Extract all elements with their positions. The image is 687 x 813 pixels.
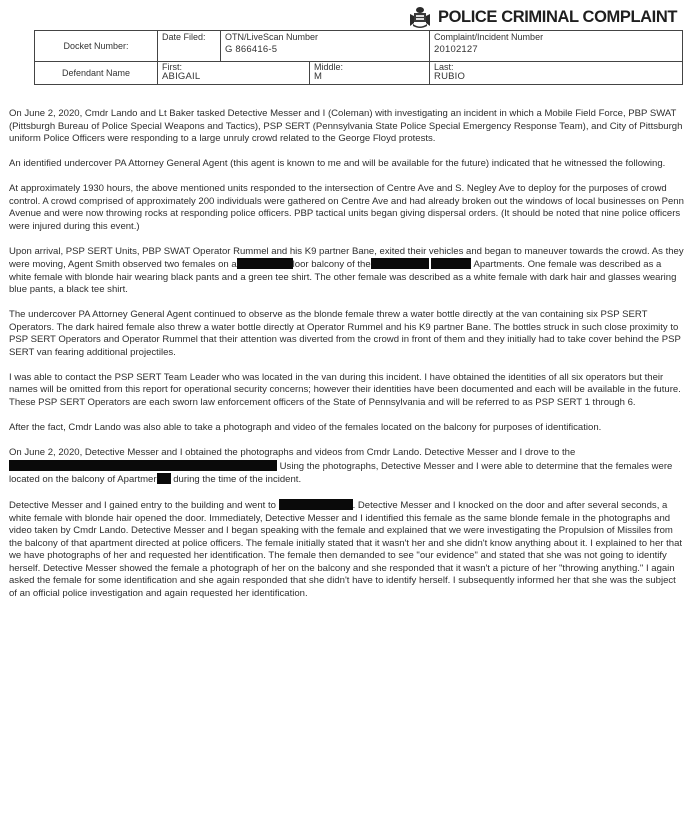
middle-name-label: Middle: <box>314 62 344 72</box>
defendant-name-label: Defendant Name <box>61 67 131 78</box>
middle-name-value: M <box>314 71 323 82</box>
p9-text-a: Detective Messer and I gained entry to the building and went to <box>9 500 276 512</box>
p8-text-d: during the time of the incident. <box>173 474 302 486</box>
narrative-paragraph-8 <box>9 447 685 487</box>
narrative-paragraph-1: On June 2, 2020, Cmdr Lando and Lt Baker tasked Detective Messer and I (Coleman) with investigating an incident in which a Mobile Field Force, PBP SWAT (Pittsburgh Bureau of Police Special Weapons and Tactics), PSP SERT (Pennsylvania State Police Special Emergency Response Team), and City of Pittsburgh uniform Police Officers were responding to a large unruly crowd related to the George Floyd protests. <box>9 108 683 144</box>
complaint-narrative <box>9 108 685 613</box>
redaction-block <box>237 258 293 269</box>
redaction-block <box>9 460 277 471</box>
date-filed-cell <box>158 31 221 62</box>
narrative-paragraph-7: After the fact, Cmdr Lando was also able to take a photograph and video of the females located on the balcony for purposes of identification. <box>9 422 602 434</box>
p9-text-b: . Detective Messer and I knocked on the door and after several seconds, a white female with blonde hair opened the door. Immediately, Detective Messer and I identified this female as the same blonde female in the photographs and video taken by Cmdr Lando. Detective Messer and I began speaking with the female and explained that we were investigating the Propulsion of Missiles from the balcony of that apartment directed at police officers. The female initially stated that it wasn't her and she didn't know anything about it. I explained to her that we have photographs of her and requested her identification. The female then demanded to see "our evidence" and stated that she was not going to identify herself. Detective Messer showed the female a photograph of her on the balcony and she responded that it wasn't a picture of her "throwing anything." I again asked the female for some identification and she again responded that she didn't have to identify herself. I subsequently informed her that she was the subject of an official police investigation and again requested her identification. <box>9 500 683 599</box>
narrative-paragraph-9 <box>9 499 685 600</box>
p4-text-b: loor balcony of the <box>292 259 371 271</box>
page-title: POLICE CRIMINAL COMPLAINT <box>438 7 678 26</box>
otn-label: OTN/LiveScan Number <box>225 32 319 42</box>
redaction-block <box>431 258 471 269</box>
first-name-label: First: <box>162 62 182 72</box>
p8-text-c: Using the photographs, Detective Messer and I were able to determine that the females were located on the balcony of Apartmer <box>9 460 673 486</box>
complaint-number-label: Complaint/Incident Number <box>434 32 544 42</box>
otn-cell <box>221 31 430 62</box>
case-header-table <box>34 30 683 85</box>
complaint-number-value: 20102127 <box>434 43 478 55</box>
page-header <box>408 4 687 30</box>
first-name-cell <box>158 62 310 85</box>
redaction-block <box>279 499 353 510</box>
last-name-value: RUBIO <box>434 71 466 82</box>
first-name-value: ABIGAIL <box>162 71 201 82</box>
redaction-block <box>371 258 429 269</box>
date-filed-label: Date Filed: <box>162 32 206 42</box>
complaint-number-cell <box>430 31 683 62</box>
otn-value: G 866416-5 <box>225 43 278 55</box>
pennsylvania-seal-icon <box>408 6 432 28</box>
middle-name-cell <box>310 62 430 85</box>
p8-text-b: the <box>561 447 576 459</box>
narrative-paragraph-6: I was able to contact the PSP SERT Team Leader who was located in the van during this incident. I have obtained the identities of all six operators but their names will be omitted from this report for operational security concerns; however their identities have been documented and each will be available in the future. These PSP SERT Operators are each sworn law enforcement officers of the State of Pennsylvania and will be referred to as PSP SERT 1 through 6. <box>9 371 681 408</box>
defendant-name-cell <box>35 62 158 85</box>
narrative-paragraph-3: At approximately 1930 hours, the above mentioned units responded to the intersection of Centre Ave and S. Negley Ave to deploy for the purposes of crowd control. A crowd comprised of approximately 200 individuals were gathered on Centre Ave and had already broken out the windows of local businesses on Penn Avenue and were now throwing rocks at responding police officers. PBP tactical units began giving dispersal orders. (It should be noted that nine police officers were injured during this event.) <box>9 183 684 232</box>
docket-number-label: Docket Number: <box>63 40 129 51</box>
docket-number-cell <box>35 31 158 62</box>
p8-text-a: On June 2, 2020, Detective Messer and I obtained the photographs and videos from Cmdr Lando. Detective Messer and I drove to <box>9 447 560 459</box>
p4-text-a: Upon arrival, PSP SERT Units, PBP SWAT Operator Rummel and his K9 partner Bane, exited their vehicles and began to maneuver towards the crowd. As they were moving, Agent Smith observed two females on a <box>9 245 684 271</box>
narrative-paragraph-4 <box>9 246 685 297</box>
last-name-label: Last: <box>434 62 454 72</box>
p4-text-c: Apartments. One female was described as a white female with blonde hair wearing black pants and a green tee shirt. The other female was described as a white female with dark hair and glasses wearing blue pants, a black tee shirt. <box>9 259 677 296</box>
narrative-paragraph-5: The undercover PA Attorney General Agent continued to observe as the blonde female threw a water bottle directly at the van containing six PSP SERT Operators. The dark haired female also threw a water bottle directly at Operator Rummel and his K9 partner Bane. The bottles struck in such close proximity to PSP SERT Operators and Operator Rummel that their attention was diverted from the crowd in front of them and they initially had to take cover behind the PSP SERT van fearing additional projectiles. <box>9 309 681 358</box>
last-name-cell <box>430 62 683 85</box>
narrative-paragraph-2: An identified undercover PA Attorney General Agent (this agent is known to me and will be available for the future) indicated that he witnessed the following. <box>9 158 666 170</box>
redaction-block <box>157 473 171 484</box>
